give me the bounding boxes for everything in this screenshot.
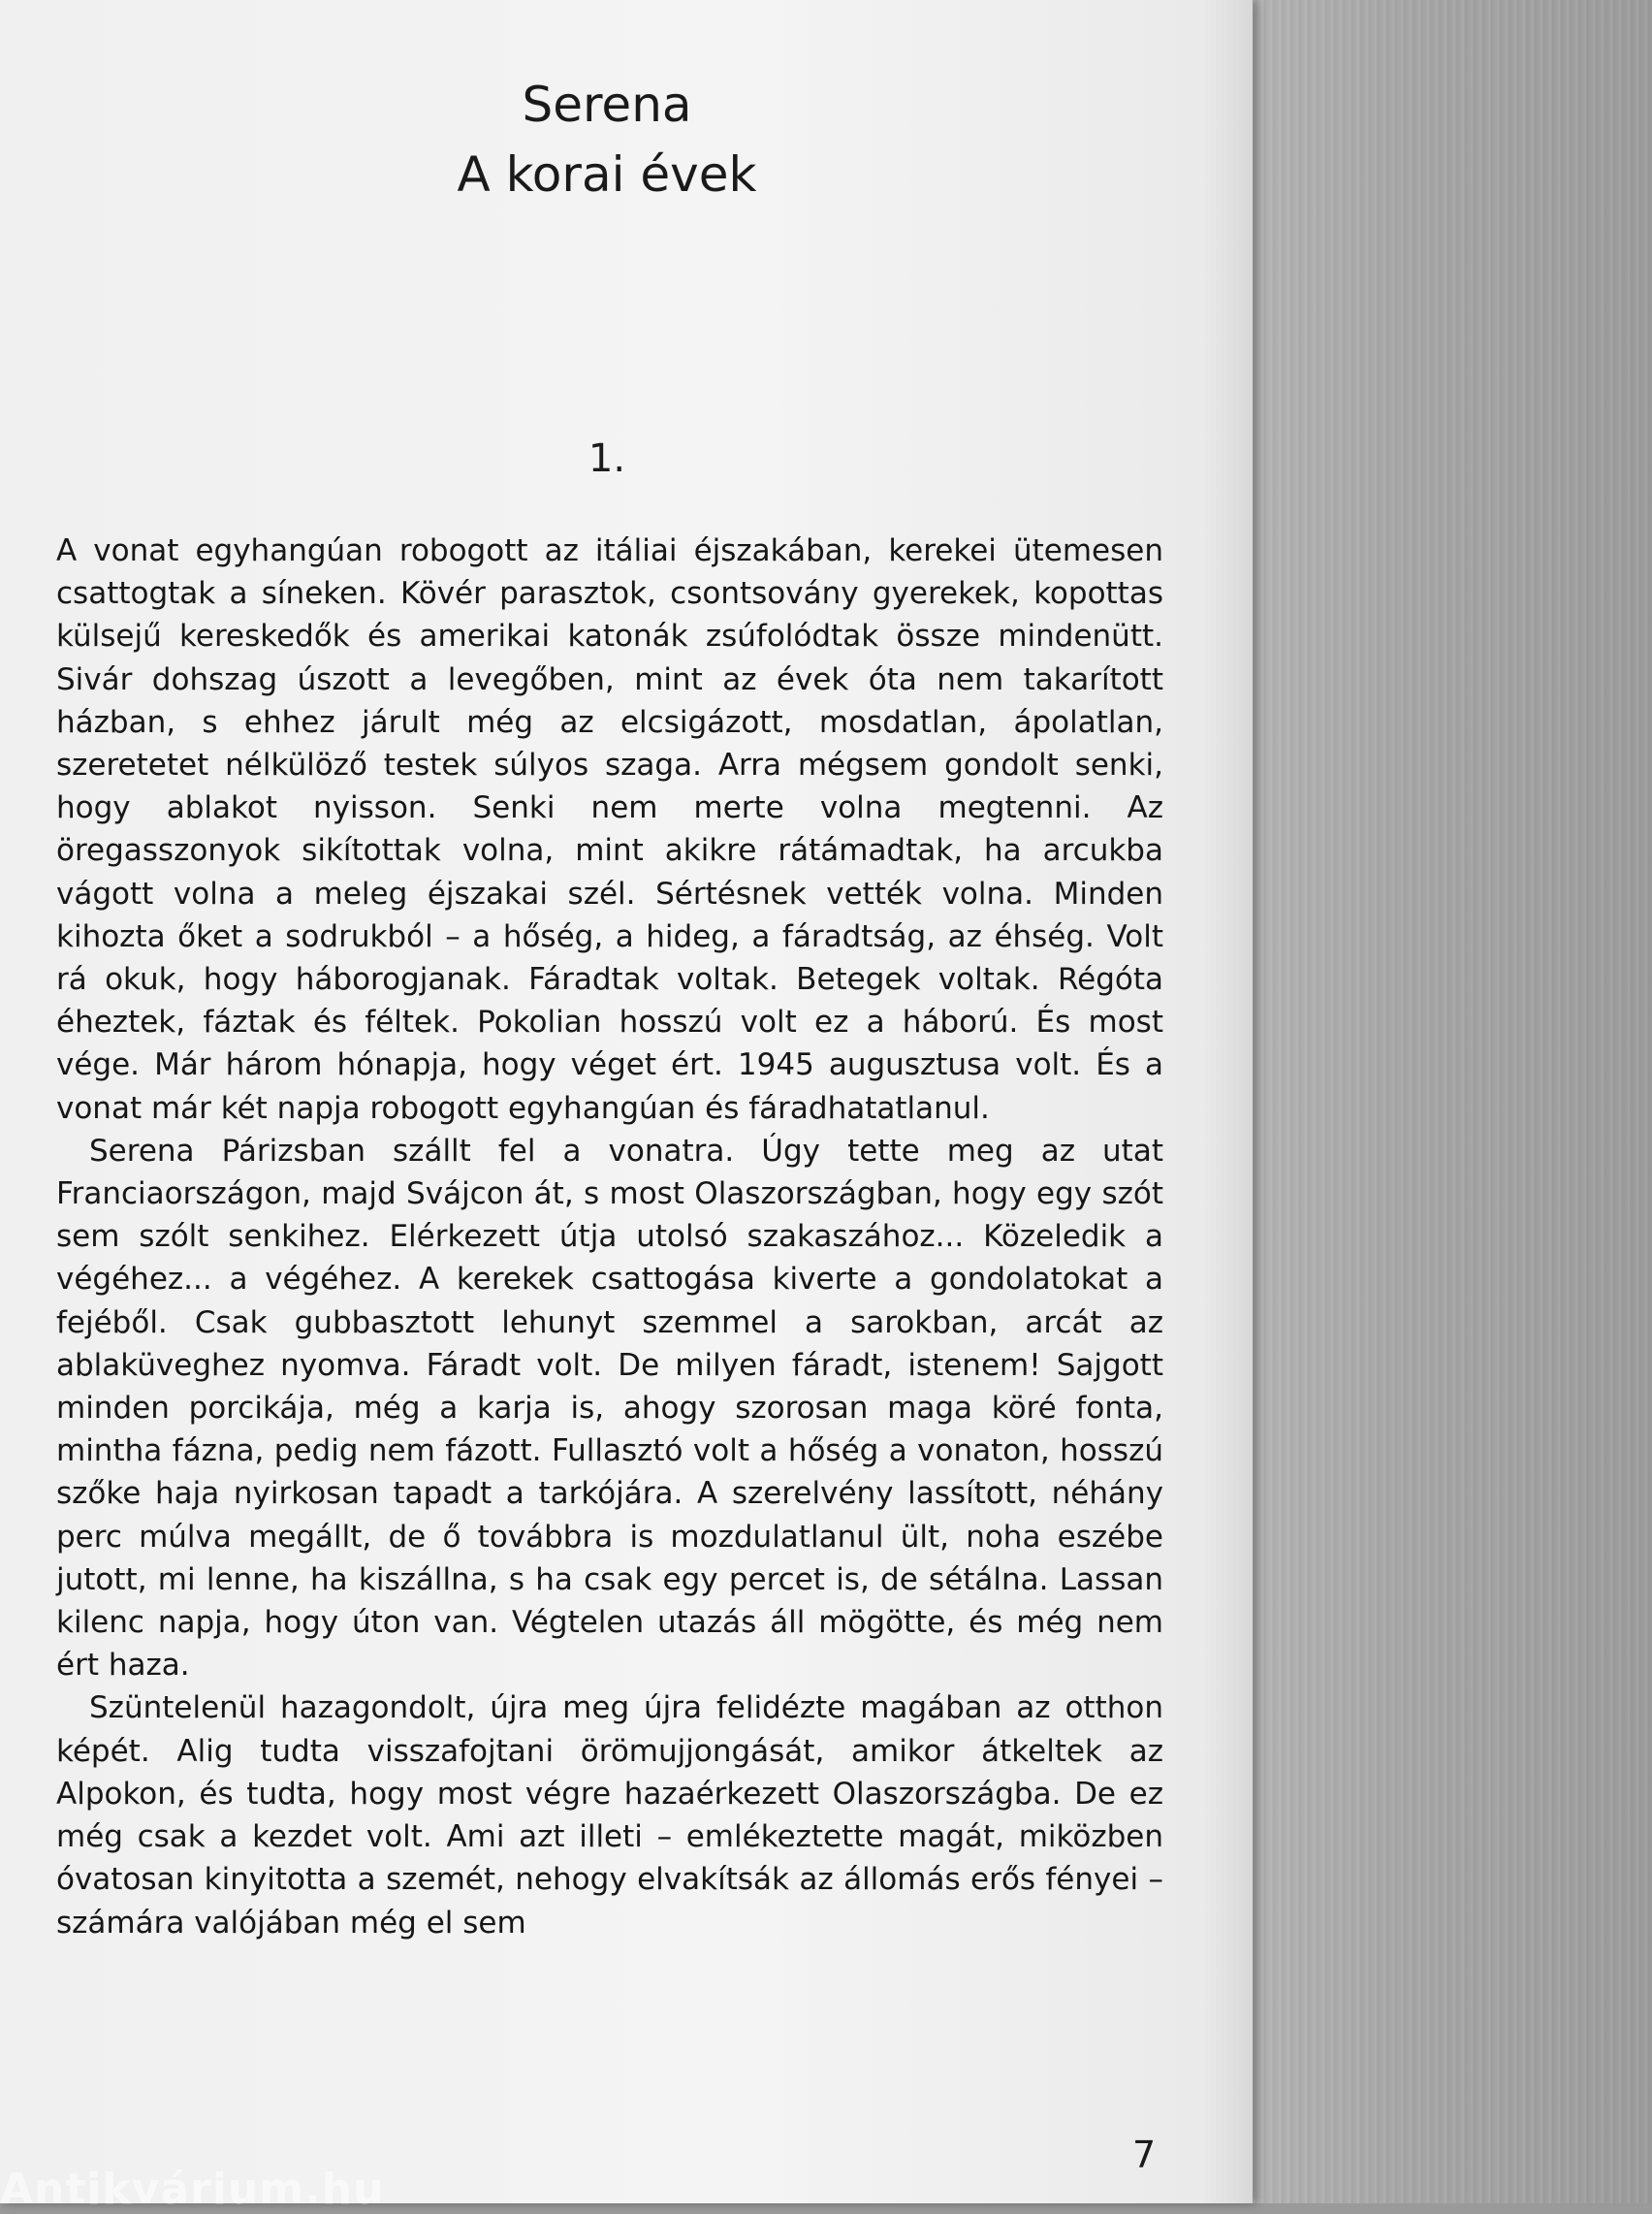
watermark: Antikvárium.hu: [0, 2165, 385, 2214]
paragraph-2: Serena Párizsban szállt fel a vonatra. Úgy tette meg az utat Franciaországon, majd Svájcon át, s most Olaszországban, hogy egy szót sem szólt senkihez. Elérkezett útja utolsó szakaszához... Közeledik a végéhez... a végéhez. A kerekek csattogása kiverte a gondolatokat a fejéből. Csak gubbasztott lehunyt szemmel a sarokban, arcát az ablaküveghez nyomva. Fáradt volt. De milyen fáradt, istenem! Sajgott minden porcikája, még a karja is, ahogy szorosan maga köré fonta, mintha fázna, pedig nem fázott. Fullasztó volt a hőség a vonaton, hosszú szőke haja nyirkosan tapadt a tarkójára. A szerelvény lassított, néhány perc múlva megállt, de ő továbbra is mozdulatlanul ült, noha eszébe jutott, mi lenne, ha kiszállna, s ha csak egy percet is, de sétálna. Lassan kilenc napja, hogy úton van. Végtelen utazás áll mögötte, és még nem ért haza.: [56, 1133, 1163, 1684]
background-surface: [1253, 0, 1652, 2203]
paragraph-1: A vonat egyhangúan robogott az itáliai éjszakában, kerekei ütemesen csattogtak a síneken. Kövér parasztok, csontsovány gyerekek, kopottas külsejű kereskedők és amerikai katonák zsúfolódtak össze mindenütt. Sivár dohszag úszott a levegőben, mint az évek óta nem takarított házban, s ehhez járult még az elcsigázott, mosdatlan, ápolatlan, szeretetet nélkülöző testek súlyos szaga. Arra mégsem gondolt senki, hogy ablakot nyisson. Senki nem merte volna megtenni. Az öregasszonyok sikítottak volna, mint akikre rátámadtak, ha arcukba vágott volna a meleg éjszakai szél. Sértésnek vették volna. Minden kihozta őket a sodrukból – a hőség, a hideg, a fáradtság, az éhség. Volt rá okuk, hogy háborogjanak. Fáradtak voltak. Betegek voltak. Régóta éheztek, fáztak és féltek. Pokolian hosszú volt ez a háború. És most vége. Már három hónapja, hogy véget ért. 1945 augusztusa volt. És a vonat már két napja robogott egyhangúan és fáradhatatlanul.: [56, 533, 1163, 1126]
chapter-number: 1.: [588, 436, 626, 481]
book-title: Serena: [522, 77, 692, 133]
paragraph-3: Szüntelenül hazagondolt, újra meg újra felidézte magában az otthon képét. Alig tudta visszafojtani örömujjongását, amikor átkeltek az Alpokon, és tudta, hogy most végre hazaérkezett Olaszországba. De ez még csak a kezdet volt. Ami azt illeti – emlékeztette magát, miközben óvatosan kinyitotta a szemét, nehogy elvakítsák az állomás erős fényei – számára valójában még el sem: [56, 1690, 1163, 1941]
book-subtitle: A korai évek: [457, 146, 757, 203]
page-number: 7: [1132, 2134, 1157, 2176]
body-text: [56, 529, 1163, 1944]
